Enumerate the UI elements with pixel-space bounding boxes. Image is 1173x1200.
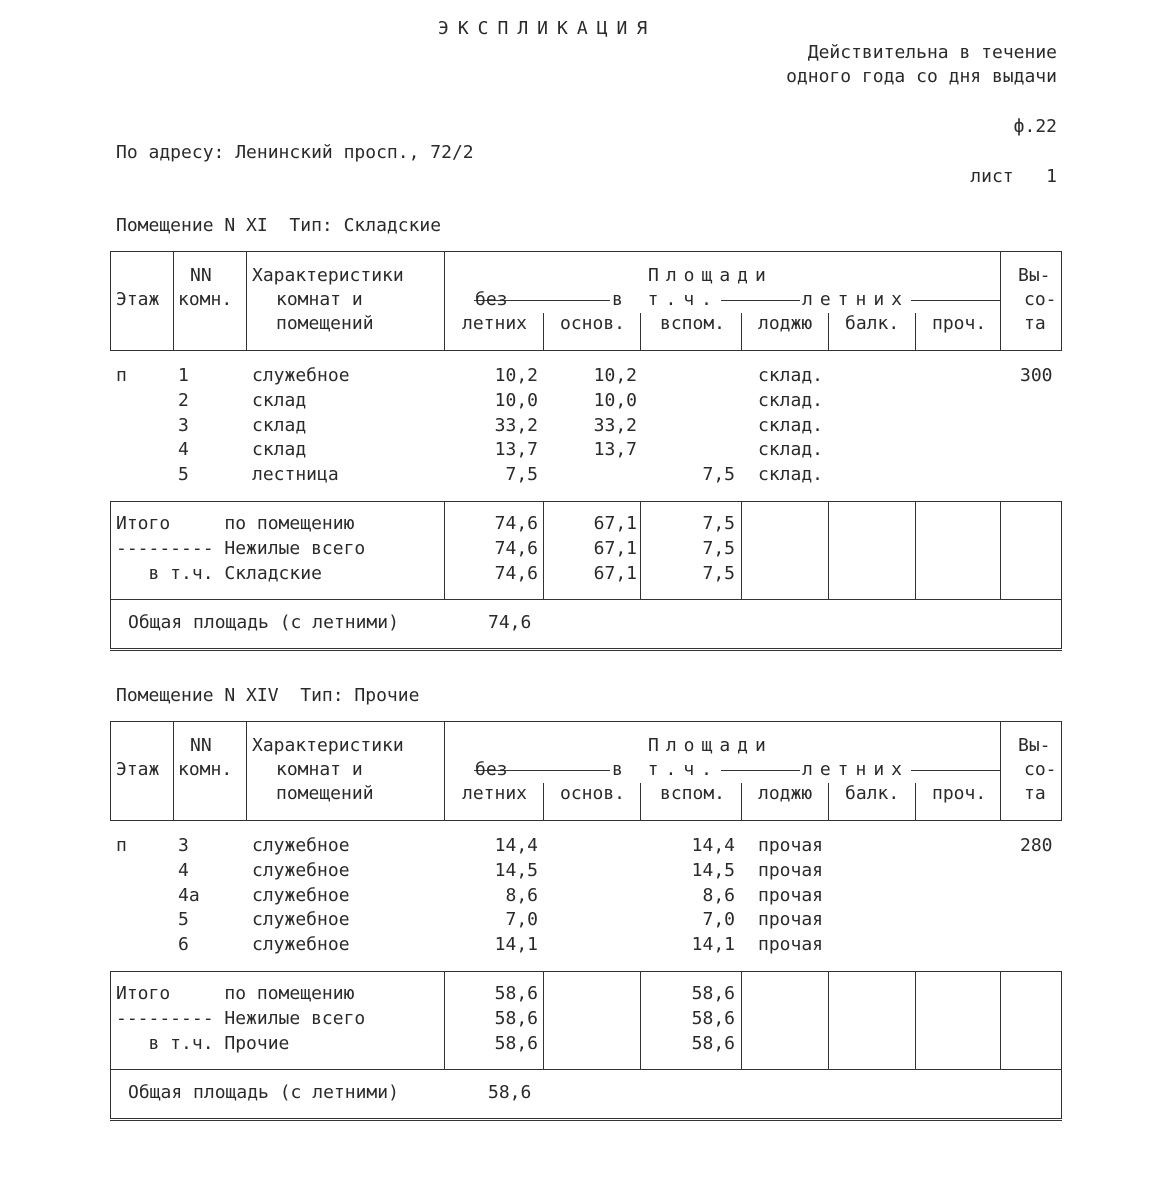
room-area-total: 14,1 bbox=[494, 934, 538, 956]
col-letnih: летних bbox=[802, 289, 910, 310]
totals-area-aux: 7,5 bbox=[702, 513, 735, 534]
col-lodzh: лоджю bbox=[758, 313, 813, 334]
room-type: прочая bbox=[758, 909, 824, 931]
col-height-1: Вы- bbox=[1018, 735, 1051, 756]
totals-area-main: 67,1 bbox=[593, 563, 637, 584]
col-height-2: со- bbox=[1024, 289, 1057, 310]
room-area-aux: 14,1 bbox=[691, 934, 735, 956]
col-areas: Площади bbox=[648, 265, 773, 286]
totals-area-total: 58,6 bbox=[494, 1033, 538, 1054]
room-number: 2 bbox=[178, 389, 189, 411]
header-divider bbox=[173, 721, 174, 821]
header-divider bbox=[1000, 251, 1001, 351]
room-area-aux: 8,6 bbox=[702, 884, 735, 906]
header-divider bbox=[246, 251, 247, 351]
col-balk: балк. bbox=[845, 313, 900, 334]
col-bez: без bbox=[475, 759, 508, 780]
col-char-3: помещений bbox=[276, 783, 374, 804]
room-area-total: 14,5 bbox=[494, 859, 538, 881]
room-name: лестница bbox=[252, 464, 339, 486]
totals-column-divider bbox=[828, 501, 829, 599]
col-letnih: летних bbox=[802, 759, 910, 780]
header-subdivider bbox=[640, 783, 641, 821]
col-proch: проч. bbox=[932, 313, 987, 334]
room-number: 3 bbox=[178, 414, 189, 436]
totals-bottom-rule bbox=[110, 648, 1062, 651]
room-area-main: 10,0 bbox=[593, 389, 637, 411]
totals-label: --------- Нежилые всего bbox=[116, 1008, 366, 1029]
room-area-aux: 7,5 bbox=[702, 464, 735, 486]
col-osnov: основ. bbox=[560, 313, 626, 334]
totals-area-main: 67,1 bbox=[593, 538, 637, 559]
col-vtch: в т.ч. bbox=[612, 759, 720, 780]
totals-column-divider bbox=[1000, 971, 1001, 1069]
room-type: склад. bbox=[758, 464, 824, 486]
totals-column-divider bbox=[915, 971, 916, 1069]
room-number: 5 bbox=[178, 464, 189, 486]
header-subdivider bbox=[828, 783, 829, 821]
room-number: 4 bbox=[178, 439, 189, 461]
totals-column-divider bbox=[741, 501, 742, 599]
room-type: прочая bbox=[758, 884, 824, 906]
room-area-total: 10,2 bbox=[494, 365, 538, 386]
totals-area-aux: 58,6 bbox=[691, 1008, 735, 1029]
totals-label: в т.ч. Прочие bbox=[116, 1033, 290, 1054]
col-char-2: комнат и bbox=[276, 759, 363, 780]
header-subdivider bbox=[828, 313, 829, 351]
totals-area-total: 74,6 bbox=[494, 513, 538, 534]
header-divider bbox=[444, 721, 445, 821]
col-lodzh: лоджю bbox=[758, 783, 813, 804]
room-area-main: 10,2 bbox=[593, 365, 637, 386]
section-heading: Помещение N XI Тип: Складские bbox=[116, 215, 442, 236]
height-value: 280 bbox=[1020, 835, 1053, 856]
room-number: 4 bbox=[178, 859, 189, 881]
room-type: склад. bbox=[758, 414, 824, 436]
totals-label: Итого по помещению bbox=[116, 983, 355, 1004]
header-subdivider bbox=[543, 313, 544, 351]
col-vtch: в т.ч. bbox=[612, 289, 720, 310]
room-number: 5 bbox=[178, 909, 189, 931]
room-type: прочая bbox=[758, 934, 824, 956]
col-bez: без bbox=[475, 289, 508, 310]
room-area-total: 7,0 bbox=[505, 909, 538, 931]
validity-line-2: одного года со дня выдачи bbox=[786, 66, 1057, 87]
room-area-aux: 7,0 bbox=[702, 909, 735, 931]
col-char-1: Характеристики bbox=[252, 265, 404, 286]
address: По адресу: Ленинский просп., 72/2 bbox=[116, 142, 474, 163]
totals-divider bbox=[110, 1069, 1062, 1070]
header-subdivider bbox=[640, 313, 641, 351]
col-char-1: Характеристики bbox=[252, 735, 404, 756]
room-name: склад bbox=[252, 389, 307, 411]
document-title: ЭКСПЛИКАЦИЯ bbox=[438, 18, 657, 39]
col-floor: Этаж bbox=[116, 289, 160, 310]
room-area-total: 33,2 bbox=[494, 414, 538, 436]
room-number: 4а bbox=[178, 884, 200, 906]
room-name: служебное bbox=[252, 859, 350, 881]
header-divider bbox=[246, 721, 247, 821]
room-area-total: 13,7 bbox=[494, 439, 538, 461]
col-areas: Площади bbox=[648, 735, 773, 756]
floor-value: п bbox=[116, 365, 127, 386]
sheet-number: лист 1 bbox=[970, 166, 1057, 187]
header-subdivider bbox=[741, 313, 742, 351]
room-name: служебное bbox=[252, 365, 350, 386]
room-area-main: 13,7 bbox=[593, 439, 637, 461]
col-vspom: вспом. bbox=[660, 313, 726, 334]
form-number: ф.22 bbox=[1013, 116, 1057, 137]
col-height-3: та bbox=[1024, 783, 1046, 804]
validity-line-1: Действительна в течение bbox=[807, 42, 1057, 63]
col-height-3: та bbox=[1024, 313, 1046, 334]
col-nn: NN bbox=[190, 735, 212, 756]
totals-area-aux: 7,5 bbox=[702, 563, 735, 584]
col-bez-letnih: летних bbox=[462, 783, 528, 804]
totals-area-total: 58,6 bbox=[494, 983, 538, 1004]
totals-column-divider bbox=[828, 971, 829, 1069]
room-number: 1 bbox=[178, 365, 189, 386]
room-type: прочая bbox=[758, 835, 824, 856]
room-area-aux: 14,5 bbox=[691, 859, 735, 881]
room-name: служебное bbox=[252, 835, 350, 856]
col-char-3: помещений bbox=[276, 313, 374, 334]
totals-area-total: 74,6 bbox=[494, 563, 538, 584]
col-osnov: основ. bbox=[560, 783, 626, 804]
room-area-total: 7,5 bbox=[505, 464, 538, 486]
room-type: склад. bbox=[758, 389, 824, 411]
overall-area-value: 58,6 bbox=[488, 1082, 532, 1103]
room-number: 6 bbox=[178, 934, 189, 956]
room-name: служебное bbox=[252, 909, 350, 931]
totals-area-aux: 7,5 bbox=[702, 538, 735, 559]
height-value: 300 bbox=[1020, 365, 1053, 386]
overall-area-label: Общая площадь (с летними) bbox=[128, 612, 399, 633]
totals-area-total: 58,6 bbox=[494, 1008, 538, 1029]
totals-area-main: 67,1 bbox=[593, 513, 637, 534]
room-area-main: 33,2 bbox=[593, 414, 637, 436]
totals-area-total: 74,6 bbox=[494, 538, 538, 559]
col-floor: Этаж bbox=[116, 759, 160, 780]
totals-divider bbox=[110, 599, 1062, 600]
col-char-2: комнат и bbox=[276, 289, 363, 310]
col-vspom: вспом. bbox=[660, 783, 726, 804]
room-area-total: 14,4 bbox=[494, 835, 538, 856]
room-type: склад. bbox=[758, 439, 824, 461]
overall-area-label: Общая площадь (с летними) bbox=[128, 1082, 399, 1103]
room-name: склад bbox=[252, 414, 307, 436]
totals-bottom-rule bbox=[110, 1118, 1062, 1121]
room-name: служебное bbox=[252, 934, 350, 956]
room-name: служебное bbox=[252, 884, 350, 906]
col-height-2: со- bbox=[1024, 759, 1057, 780]
col-balk: балк. bbox=[845, 783, 900, 804]
room-area-total: 10,0 bbox=[494, 389, 538, 411]
overall-area-value: 74,6 bbox=[488, 612, 532, 633]
header-subdivider bbox=[543, 783, 544, 821]
header-subdivider bbox=[915, 313, 916, 351]
col-proch: проч. bbox=[932, 783, 987, 804]
room-area-aux: 14,4 bbox=[691, 835, 735, 856]
header-divider bbox=[444, 251, 445, 351]
header-divider bbox=[1000, 721, 1001, 821]
header-subdivider bbox=[741, 783, 742, 821]
header-divider bbox=[173, 251, 174, 351]
room-number: 3 bbox=[178, 835, 189, 856]
room-name: склад bbox=[252, 439, 307, 461]
totals-label: в т.ч. Складские bbox=[116, 563, 322, 584]
totals-column-divider bbox=[741, 971, 742, 1069]
totals-column-divider bbox=[543, 971, 544, 1069]
totals-label: Итого по помещению bbox=[116, 513, 355, 534]
col-nn-2: комн. bbox=[178, 289, 233, 310]
totals-column-divider bbox=[915, 501, 916, 599]
floor-value: п bbox=[116, 835, 127, 856]
col-height-1: Вы- bbox=[1018, 265, 1051, 286]
section-heading: Помещение N XIV Тип: Прочие bbox=[116, 685, 420, 706]
col-nn: NN bbox=[190, 265, 212, 286]
header-subdivider bbox=[915, 783, 916, 821]
totals-area-aux: 58,6 bbox=[691, 1033, 735, 1054]
room-area-total: 8,6 bbox=[505, 884, 538, 906]
totals-column-divider bbox=[1000, 501, 1001, 599]
room-type: склад. bbox=[758, 365, 824, 386]
col-bez-letnih: летних bbox=[462, 313, 528, 334]
totals-label: --------- Нежилые всего bbox=[116, 538, 366, 559]
totals-area-aux: 58,6 bbox=[691, 983, 735, 1004]
room-type: прочая bbox=[758, 859, 824, 881]
col-nn-2: комн. bbox=[178, 759, 233, 780]
